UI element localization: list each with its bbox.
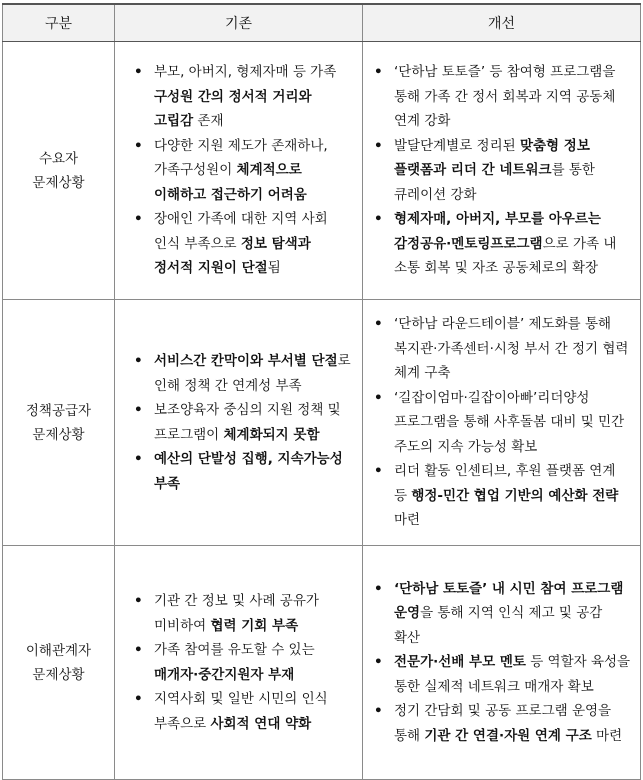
category-cell [3,42,115,300]
header-existing: 기존 [115,4,363,42]
list-item: • 장애인 가족에 대한 지역 사회 인식 부족으로 정보 탐색과 정서적 지원이 단절됨 [154,207,353,281]
list-item: • 가족 참여를 유도할 수 있는 매개자·중간지원자 부재 [154,638,353,687]
list-item: • 지역사회 및 일반 시민의 인식 부족으로 사회적 연대 약화 [154,687,353,736]
header-row [3,4,641,42]
existing-cell [115,300,363,546]
category-line: 문제상황 [32,426,85,443]
improved-cell [363,42,641,300]
list-item: • 서비스간 칸막이와 부서별 단절로 인해 정책 간 연계성 부족 [154,349,353,398]
row-policy [3,300,641,546]
list-item: • 보조양육자 중심의 지원 정책 및 프로그램이 체계화되지 못함 [154,398,353,447]
list-item: • 형제자매, 아버지, 부모를 아우르는 감정공유·멘토링프로그램으로 가족 내 소통 회복 및 자조 공동체로의 확장 [394,207,631,281]
category-cell [3,300,115,546]
list-item: • 리더 활동 인센티브, 후원 플랫폼 연계 등 행정-민간 협업 기반의 예산화 전략 마련 [394,459,631,533]
existing-list [116,589,361,736]
category-line: 이해관계자 [25,642,92,659]
list-item: • ‘단하남 토토즐’ 등 참여형 프로그램을 통해 가족 간 정서 회복과 지역 공동체 연계 강화 [394,60,631,134]
improved-cell [363,546,641,780]
list-item: • 부모, 아버지, 형제자매 등 가족 구성원 간의 정서적 거리와 고립감 존재 [154,60,353,134]
existing-cell [115,42,363,300]
category-line: 문제상황 [32,666,85,683]
list-item: • ‘단하남 토토즐’ 내 시민 참여 프로그램 운영을 통해 지역 인식 제고 및 공감 확산 [394,577,631,651]
improved-list [364,577,639,749]
category-line: 문제상황 [32,174,85,191]
comparison-table [2,3,641,780]
category-cell [3,546,115,780]
improved-cell [363,300,641,546]
existing-cell [115,546,363,780]
category-line: 정책공급자 [25,402,92,419]
list-item: • ‘단하남 라운드테이블’ 제도화를 통해 복지관·가족센터·시청 부서 간 정기 협력 체계 구축 [394,312,631,386]
existing-list [116,349,361,496]
improved-list [364,60,639,281]
header-category: 구분 [3,4,115,42]
list-item: • 다양한 지원 제도가 존재하나, 가족구성원이 체계적으로 이해하고 접근하기 어려움 [154,134,353,208]
row-demand [3,42,641,300]
list-item: • 정기 간담회 및 공동 프로그램 운영을 통해 기관 간 연결·자원 연계 구조 마련 [394,699,631,748]
header-improved: 개선 [363,4,641,42]
improved-list [364,312,639,533]
category-line: 수요자 [38,150,79,167]
row-stakeholder [3,546,641,780]
list-item: • 예산의 단발성 집행, 지속가능성 부족 [154,447,353,496]
list-item: • 발달단계별로 정리된 맞춤형 정보 플랫폼과 리더 간 네트워크를 통한 큐레이션 강화 [394,134,631,208]
list-item: • 기관 간 정보 및 사례 공유가 미비하여 협력 기회 부족 [154,589,353,638]
existing-list [116,60,361,281]
list-item: • ‘길잡이엄마·길잡이아빠’리더양성 프로그램을 통해 사후돌봄 대비 및 민간 주도의 지속 가능성 확보 [394,386,631,460]
list-item: • 전문가·선배 부모 멘토 등 역할자 육성을 통한 실제적 네트워크 매개자 확보 [394,650,631,699]
